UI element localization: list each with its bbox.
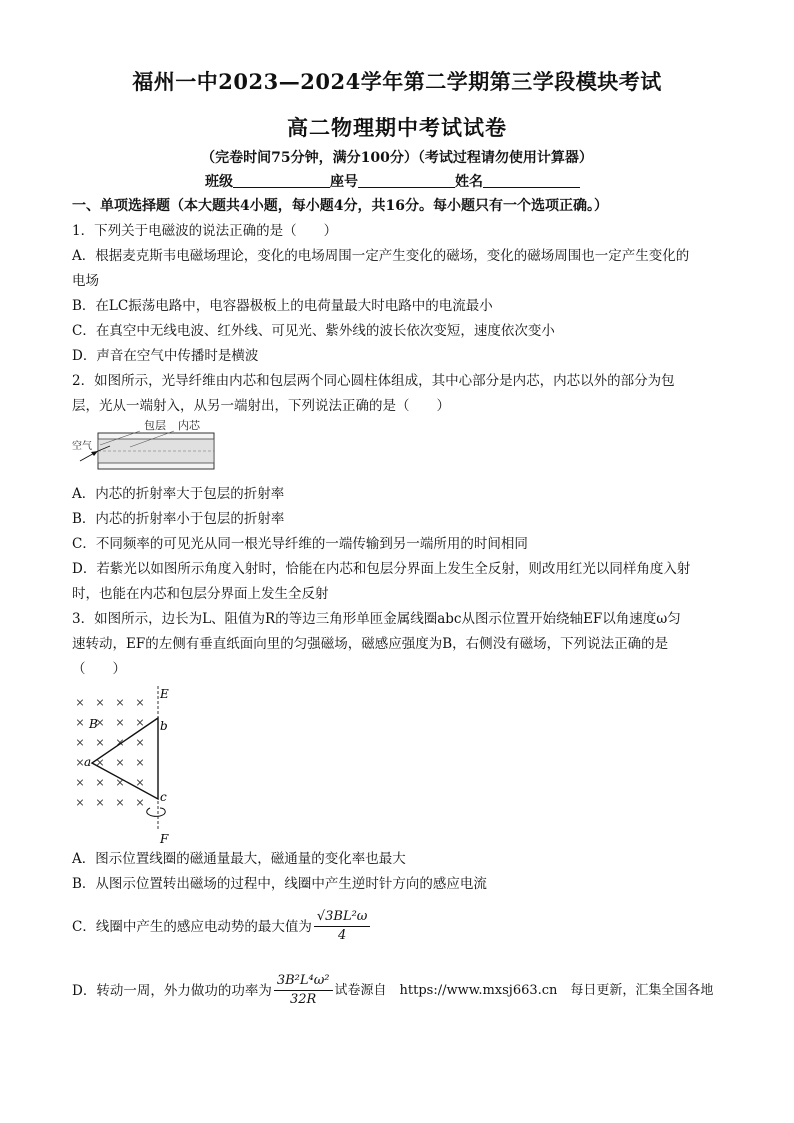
q2-stem-line1: 2．如图所示，光导纤维由内芯和包层两个同心圆柱体组成，其中心部分是内芯，内芯以外的部分为包 <box>72 373 675 389</box>
field-cross: × <box>95 776 105 789</box>
field-cross: × <box>115 736 125 749</box>
q1-option-d: D．声音在空气中传播时是横波 <box>72 348 259 364</box>
q1-option-a-line1: A．根据麦克斯韦电磁场理论，变化的电场周围一定产生变化的磁场，变化的磁场周围也一定产生变化的 <box>72 248 690 264</box>
field-cross: × <box>75 756 85 769</box>
seat-label: 座号 <box>330 174 358 190</box>
field-cross: × <box>95 756 105 769</box>
q3-option-d-source: 试卷源自 https://www.mxsj663.cn 每日更新，汇集全国各地 <box>334 982 714 998</box>
q3-option-c <box>72 908 372 945</box>
q3-stem-line1: 3．如图所示，边长为L、阻值为R的等边三角形单匝金属线圈abc从图示位置开始绕轴EF以角速度ω匀 <box>72 611 681 627</box>
field-cross: × <box>75 716 85 729</box>
air-label: 空气 <box>72 441 92 452</box>
field-cross: × <box>75 736 85 749</box>
incident-ray-arrow-icon <box>91 451 98 456</box>
core-label: 内芯 <box>178 419 200 432</box>
field-cross: × <box>115 696 125 709</box>
exam-title: 福州一中2023—2024学年第二学期第三学段模块考试 <box>132 69 662 94</box>
section1-heading: 一、单项选择题（本大题共4小题，每小题4分，共16分。每小题只有一个选项正确。） <box>72 198 608 214</box>
field-cross: × <box>75 796 85 809</box>
field-cross: × <box>115 776 125 789</box>
field-cross: × <box>115 756 125 769</box>
field-cross: × <box>135 796 145 809</box>
label-field-b: B <box>89 717 98 731</box>
field-cross: × <box>135 716 145 729</box>
q2-option-c: C．不同频率的可见光从同一根光导纤维的一端传输到另一端所用的时间相同 <box>72 536 528 552</box>
label-e: E <box>160 687 169 701</box>
exam-note: （完卷时间75分钟，满分100分）（考试过程请勿使用计算器） <box>201 150 593 166</box>
field-cross: × <box>95 716 105 729</box>
q1-option-b: B．在LC振荡电路中，电容器极板上的电荷量最大时电路中的电流最小 <box>72 298 493 314</box>
seat-field[interactable] <box>358 171 455 188</box>
q3-option-a: A．图示位置线圈的磁通量最大，磁通量的变化率也最大 <box>72 851 406 867</box>
q3-option-c-fraction <box>314 908 371 945</box>
q2-option-a: A．内芯的折射率大于包层的折射率 <box>72 486 285 502</box>
label-c-vertex: c <box>160 790 167 804</box>
class-field[interactable] <box>233 171 330 188</box>
q3-option-c-denominator: 4 <box>337 928 347 943</box>
q2-option-d-line1: D．若紫光以如图所示角度入射时，恰能在内芯和包层分界面上发生全反射，则改用红光以同样角度入射 <box>72 561 691 577</box>
q3-option-d <box>72 972 713 1009</box>
q3-option-c-numerator: √3BL²ω <box>314 908 371 927</box>
field-cross: × <box>135 756 145 769</box>
student-info-row <box>205 171 580 191</box>
q3-stem-line2: 速转动，EF的左侧有垂直纸面向里的匀强磁场，磁感应强度为B，右侧没有磁场，下列说法正确的是 <box>72 636 669 652</box>
field-cross: × <box>95 796 105 809</box>
label-a-vertex: a <box>84 755 92 769</box>
field-cross: × <box>115 716 125 729</box>
cladding-label: 包层 <box>144 419 166 432</box>
q3-option-d-denominator: 32R <box>290 992 317 1007</box>
field-cross: × <box>135 736 145 749</box>
field-cross: × <box>95 696 105 709</box>
q1-stem: 1．下列关于电磁波的说法正确的是（ ） <box>72 223 338 239</box>
field-cross: × <box>115 796 125 809</box>
field-cross: × <box>75 696 85 709</box>
exam-subtitle: 高二物理期中考试试卷 <box>287 115 507 140</box>
q2-option-b: B．内芯的折射率小于包层的折射率 <box>72 511 285 527</box>
rotation-arrow-icon <box>147 808 166 816</box>
field-cross-grid <box>75 696 144 809</box>
label-f: F <box>160 832 169 844</box>
q3-option-d-text: D．转动一周，外力做功的功率为 <box>72 982 272 999</box>
optical-fiber-figure <box>70 417 220 475</box>
field-cross: × <box>95 736 105 749</box>
name-label: 姓名 <box>455 174 483 190</box>
q1-option-a-line2: 电场 <box>72 273 99 289</box>
q1-option-c: C．在真空中无线电波、红外线、可见光、紫外线的波长依次变短，速度依次变小 <box>72 323 555 339</box>
q2-option-d-line2: 时，也能在内芯和包层分界面上发生全反射 <box>72 586 329 602</box>
q3-option-b: B．从图示位置转出磁场的过程中，线圈中产生逆时针方向的感应电流 <box>72 876 487 892</box>
label-b-vertex: b <box>160 719 168 733</box>
name-field[interactable] <box>483 171 580 188</box>
q3-option-c-text: C．线圈中产生的感应电动势的最大值为 <box>72 918 312 935</box>
field-cross: × <box>75 776 85 789</box>
field-cross: × <box>135 776 145 789</box>
q2-stem-line2: 层，光从一端射入，从另一端射出，下列说法正确的是（ ） <box>72 398 450 414</box>
field-cross: × <box>135 696 145 709</box>
magnetic-field-figure <box>70 684 190 844</box>
q3-stem-line3: （ ） <box>72 661 126 677</box>
q3-option-d-fraction <box>274 972 333 1009</box>
q3-option-d-numerator: 3B²L⁴ω² <box>274 972 333 991</box>
class-label: 班级 <box>205 174 233 190</box>
